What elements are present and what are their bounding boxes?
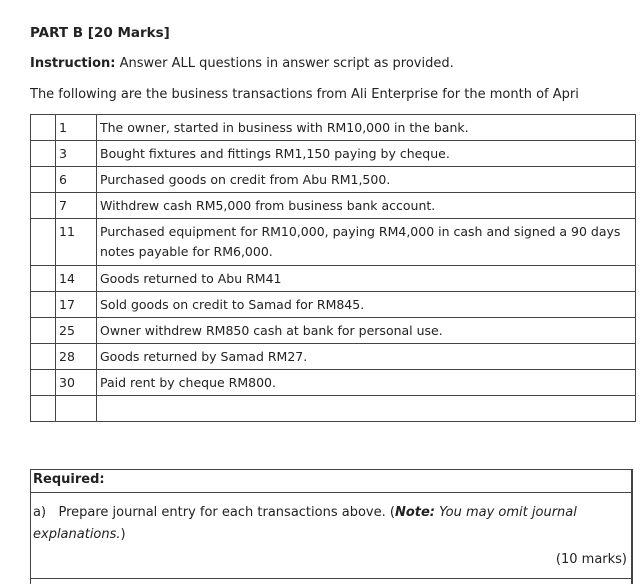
table-row: [31, 219, 636, 266]
description-cell: Paid rent by cheque RM800.: [97, 370, 636, 396]
instruction-text: Answer ALL questions in answer script as provided.: [115, 56, 454, 71]
day-cell: 17: [56, 292, 97, 318]
table-row: [31, 167, 636, 193]
table-row: [31, 318, 636, 344]
description-cell: Goods returned by Samad RM27.: [97, 344, 636, 370]
day-cell: 30: [56, 370, 97, 396]
description-cell: Withdrew cash RM5,000 from business bank account.: [97, 193, 636, 219]
note-text: You may omit journal explanations.: [33, 505, 577, 542]
day-cell: 11: [56, 219, 97, 266]
table-row-empty: [31, 396, 636, 422]
required-title: Required:: [33, 472, 105, 487]
description-cell: Bought fixtures and fittings RM1,150 paying by cheque.: [97, 141, 636, 167]
question-label: a): [33, 505, 47, 520]
description-cell: Purchased equipment for RM10,000, paying RM4,000 in cash and signed a 90 days notes payable for RM6,000.: [97, 219, 636, 266]
transactions-table: [30, 114, 636, 422]
instruction-label: Instruction:: [30, 56, 116, 71]
required-question: a) Prepare journal entry for each transactions above. (Note: You may omit journal explanations.): [33, 505, 577, 542]
marks-label: (10 marks): [555, 552, 627, 567]
day-cell: 1: [56, 115, 97, 141]
required-section: [30, 469, 633, 584]
description-cell: Purchased goods on credit from Abu RM1,500.: [97, 167, 636, 193]
table-row: [31, 193, 636, 219]
description-cell: Sold goods on credit to Samad for RM845.: [97, 292, 636, 318]
part-title: PART B [20 Marks]: [30, 25, 170, 41]
table-row: [31, 370, 636, 396]
table-row: [31, 115, 636, 141]
day-cell: 28: [56, 344, 97, 370]
table-row: [31, 141, 636, 167]
day-cell: 6: [56, 167, 97, 193]
table-row: [31, 292, 636, 318]
day-cell: 7: [56, 193, 97, 219]
day-cell: 3: [56, 141, 97, 167]
description-cell: Goods returned to Abu RM41: [97, 266, 636, 292]
day-cell: 25: [56, 318, 97, 344]
description-cell: Owner withdrew RM850 cash at bank for personal use.: [97, 318, 636, 344]
question-text: Prepare journal entry for each transactions above.: [58, 505, 386, 520]
day-cell: 14: [56, 266, 97, 292]
note-label: Note:: [394, 505, 435, 520]
divider: [31, 578, 631, 579]
table-row: [31, 266, 636, 292]
intro-text: The following are the business transactions from Ali Enterprise for the month of Apri: [30, 87, 579, 102]
table-row: [31, 344, 636, 370]
description-cell: The owner, started in business with RM10,000 in the bank.: [97, 115, 636, 141]
divider: [31, 492, 631, 493]
instruction: [30, 56, 454, 71]
